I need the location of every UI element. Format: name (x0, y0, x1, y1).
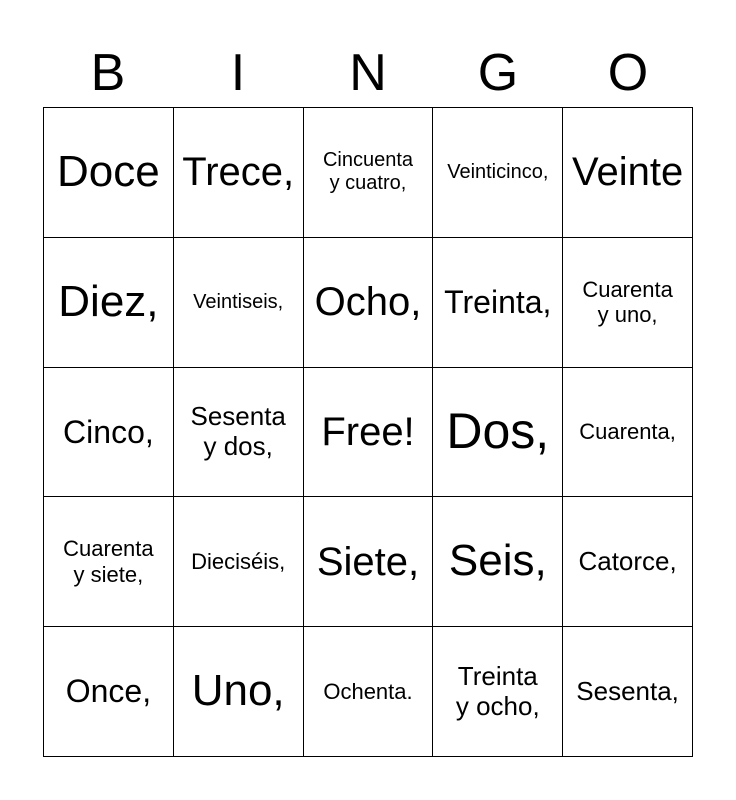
cell-text: Cuarenta y siete, (63, 536, 154, 587)
header-letter-b: B (90, 44, 126, 102)
bingo-cell[interactable] (304, 497, 434, 627)
cell-text: Cincuenta y cuatro, (322, 149, 414, 195)
bingo-cell[interactable] (44, 497, 174, 627)
cell-text: Doce (57, 147, 160, 197)
cell-text: Trece, (182, 150, 295, 195)
bingo-cell[interactable] (304, 238, 434, 368)
cell-text: Once, (65, 673, 152, 710)
bingo-cell[interactable] (44, 627, 174, 757)
cell-text: Uno, (191, 666, 285, 716)
bingo-cell[interactable] (174, 497, 304, 627)
bingo-cell[interactable] (174, 238, 304, 368)
cell-text: Dos, (446, 403, 550, 460)
free-space-text: Free! (321, 409, 415, 454)
cell-text: Seis, (448, 536, 547, 586)
cell-text: Diez, (58, 276, 159, 326)
cell-text: Sesenta y dos, (190, 401, 286, 461)
cell-text: Ochenta. (323, 678, 413, 704)
bingo-header (43, 40, 693, 106)
bingo-cell[interactable] (174, 108, 304, 238)
cell-text: Cinco, (63, 413, 154, 450)
bingo-cell[interactable] (563, 497, 693, 627)
bingo-cell[interactable] (433, 238, 563, 368)
header-letter-o: O (607, 44, 649, 102)
bingo-cell[interactable] (44, 368, 174, 498)
cell-text: Treinta y ocho, (455, 660, 540, 721)
cell-text: Catorce, (578, 545, 677, 576)
cell-text: Cuarenta, (579, 419, 676, 445)
cell-text: Veintiseis, (193, 290, 284, 313)
bingo-cell[interactable] (304, 108, 434, 238)
header-letter-n: N (349, 44, 387, 102)
bingo-cell-free[interactable] (304, 368, 434, 498)
cell-text: Treinta, (444, 283, 552, 320)
bingo-cell[interactable] (563, 627, 693, 757)
cell-text: Dieciséis, (191, 549, 286, 575)
cell-text: Siete, (316, 539, 420, 584)
header-letter-i: I (230, 44, 246, 102)
cell-text: Ocho, (314, 280, 422, 325)
bingo-card-grid (43, 107, 693, 757)
bingo-cell[interactable] (433, 497, 563, 627)
cell-text: Cuarenta y uno, (582, 276, 673, 328)
bingo-cell[interactable] (563, 108, 693, 238)
bingo-cell[interactable] (563, 368, 693, 498)
bingo-cell[interactable] (433, 108, 563, 238)
bingo-cell[interactable] (174, 368, 304, 498)
cell-text: Veinte (571, 150, 684, 195)
bingo-cell[interactable] (433, 368, 563, 498)
cell-text: Sesenta, (576, 675, 679, 706)
header-letter-g: G (477, 44, 519, 102)
bingo-cell[interactable] (44, 238, 174, 368)
bingo-cell[interactable] (174, 627, 304, 757)
bingo-cell[interactable] (304, 627, 434, 757)
bingo-cell[interactable] (563, 238, 693, 368)
bingo-cell[interactable] (433, 627, 563, 757)
bingo-cell[interactable] (44, 108, 174, 238)
cell-text: Veinticinco, (447, 160, 549, 183)
